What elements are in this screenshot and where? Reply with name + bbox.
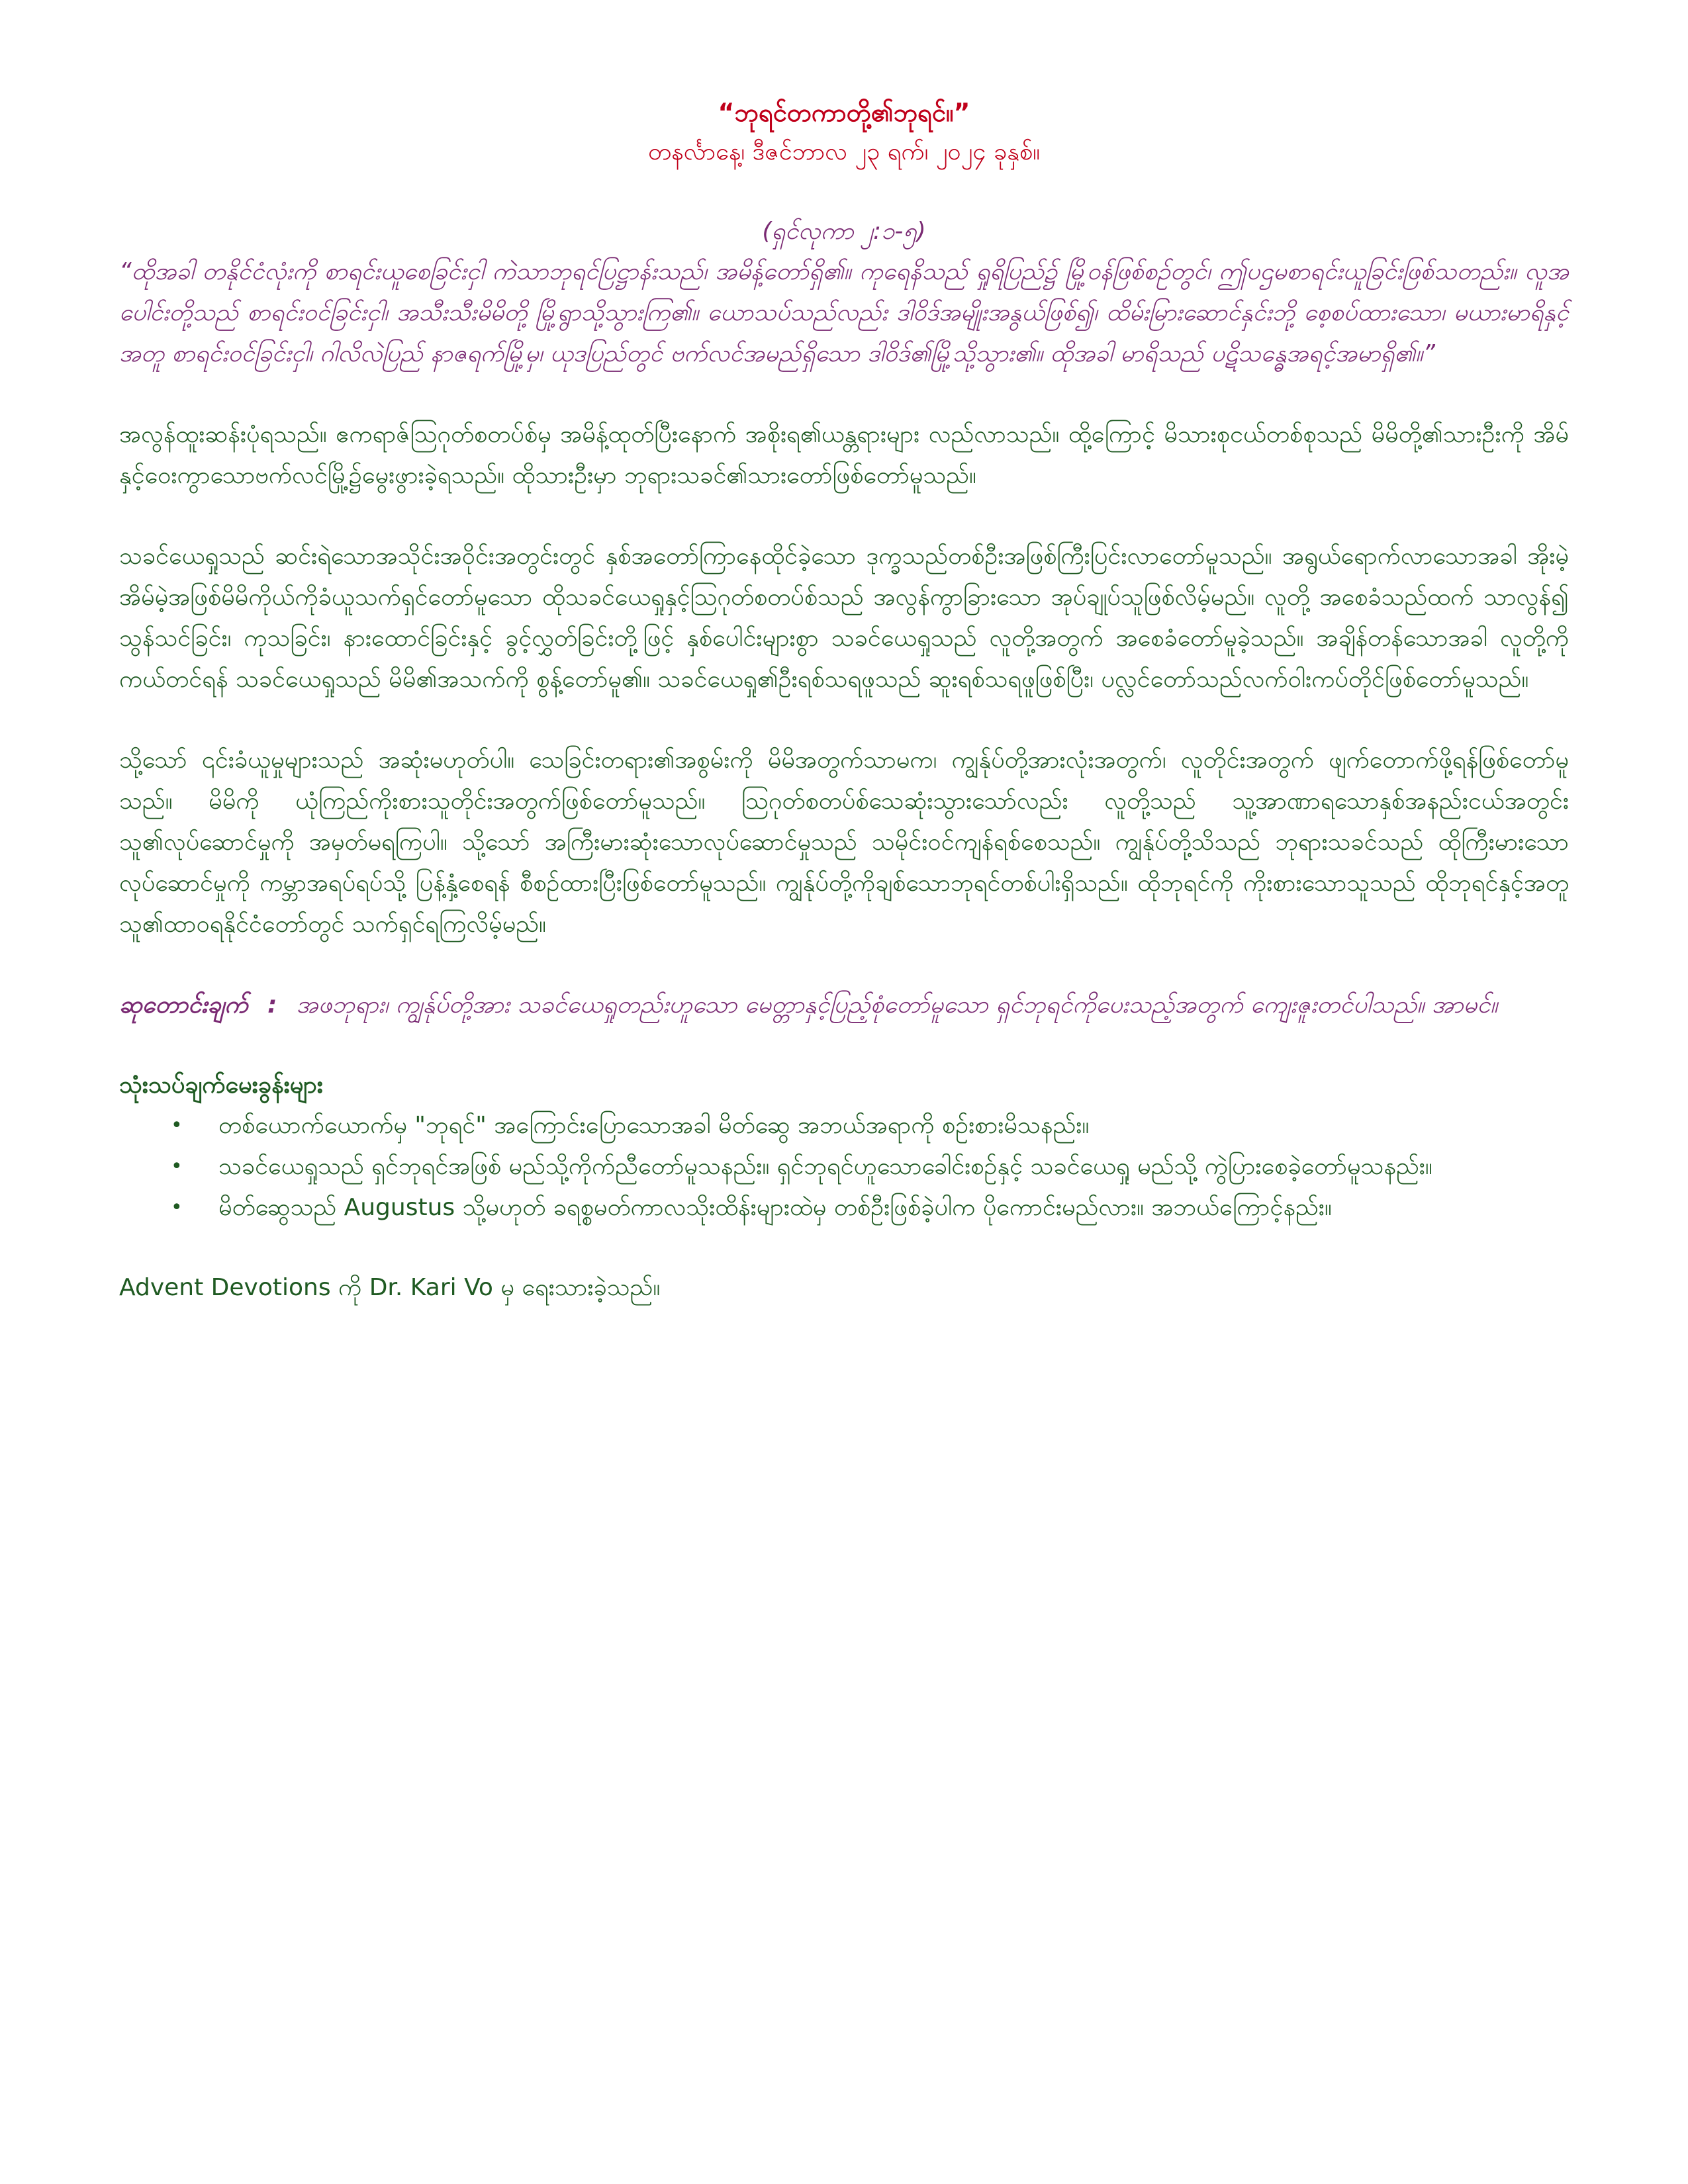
question-text: တစ်ယောက်ယောက်မှ "ဘုရင်" အကြောင်းပြောသောအခါ မိတ်ဆွေ အဘယ်အရာကို စဉ်းစားမိသနည်း။ — [218, 1112, 1090, 1139]
prayer-text: အဖဘုရား၊ ကျွန်ုပ်တို့အား သခင်ယေရှုတည်းဟူသော မေတ္တာနှင့်ပြည့်စုံတော်မူသော ရှင်ဘုရင်ကိုပေးသည့်အတွက် ကျေးဇူးတင်ပါသည်။ အာမင်။ — [296, 991, 1498, 1019]
list-item — [171, 1146, 1569, 1187]
author-credit: Advent Devotions ကို Dr. Kari Vo မှ ရေးသားခဲ့သည်။ — [119, 1274, 661, 1301]
body-paragraph-3: သို့သော် ၎င်းခံယူမှုများသည် အဆုံးမဟုတ်ပါ။ သေခြင်းတရား၏အစွမ်းကို မိမိအတွက်သာမက၊ ကျွန်ုပ်တို့အားလုံးအတွက်၊ လူတိုင်းအတွက် ဖျက်တောက်ဖို့ရန်ဖြစ်တော်မူသည်။ မိမိကို ယုံကြည်ကိုးစားသူတိုင်းအတွက်ဖြစ်တော်မူသည်။ ဩဂုတ်စတပ်စ်သေဆုံးသွားသော်လည်း လူတို့သည် သူ့အာဏာရသောနှစ်အနည်းငယ်အတွင်း သူ၏လုပ်ဆောင်မှုကို အမှတ်မရကြပါ။ သို့သော် အကြီးမားဆုံးသောလုပ်ဆောင်မှုသည် သမိုင်းဝင်ကျန်ရစ်စေသည်။ ကျွန်ုပ်တို့သိသည် ဘုရားသခင်သည် ထိုကြီးမားသောလုပ်ဆောင်မှုကို ကမ္ဘာအရပ်ရပ်သို့ ပြန့်နှံ့စေရန် စီစဉ်ထားပြီးဖြစ်တော်မူသည်။ ကျွန်ုပ်တို့ကိုချစ်သောဘုရင်တစ်ပါးရှိသည်။ ထိုဘုရင်ကို ကိုးစားသောသူသည် ထိုဘုရင်နှင့်အတူ သူ၏ထာဝရနိုင်ငံတော်တွင် သက်ရှင်ရကြလိမ့်မည်။ — [119, 747, 1569, 938]
question-text: မိတ်ဆွေသည် Augustus သို့မဟုတ် ခရစ္စမတ်ကာလသိုးထိန်းများထဲမှ တစ်ဦးဖြစ်ခဲ့ပါက ပိုကောင်းမည်လား။ အဘယ်ကြောင့်နည်း။ — [218, 1194, 1332, 1221]
bullet-icon: • — [171, 1114, 183, 1137]
scripture-reference: (ရှင်လုကာ ၂:၁-၅) — [762, 218, 926, 245]
list-item — [171, 1105, 1569, 1146]
page-date: တနင်္လာနေ့၊ ဒီဇင်ဘာလ ၂၃ ရက်၊ ၂၀၂၄ ခုနှစ်။ — [647, 138, 1041, 165]
bullet-icon: • — [171, 1196, 183, 1219]
page-title: “ဘုရင်တကာတို့၏ဘုရင်။” — [718, 98, 970, 127]
questions-list — [119, 1105, 1569, 1228]
prayer-block — [119, 985, 1569, 1026]
scripture-text: “ထိုအခါ တနိုင်ငံလုံးကို စာရင်းယူစေခြင်းငှါ ကဲသာဘုရင်ပြဋ္ဌာန်းသည်၊ အမိန့်တော်ရှိ၏။ ကုရေနိသည် ရှုရိပြည်၌ မြို့ဝန်ဖြစ်စဉ်တွင်၊ ဤပဌမစာရင်းယူခြင်းဖြစ်သတည်း။ လူအပေါင်းတို့သည် စာရင်းဝင်ခြင်းငှါ၊ အသီးသီးမိမိတို့ မြို့ရွာသို့သွားကြ၏။ ယောသပ်သည်လည်း ဒါဝိဒ်အမျိုးအနွယ်ဖြစ်၍၊ ထိမ်းမြားဆောင်နှင်းဘို့ စေ့စပ်ထားသော၊ မယားမာရိနှင့်အတူ စာရင်းဝင်ခြင်းငှါ၊ ဂါလိလဲပြည် နာဇရက်မြို့မှ၊ ယုဒပြည်တွင် ဗက်လင်အမည်ရှိသော ဒါဝိဒ်၏မြို့သို့သွား၏။ ထိုအခါ မာရိသည် ပဋိသန္ဓေအရင့်အမာရှိ၏။” — [119, 258, 1569, 367]
question-text: သခင်ယေရှုသည် ရှင်ဘုရင်အဖြစ် မည်သို့ကိုက်ညီတော်မူသနည်း။ ရှင်ဘုရင်ဟူသောခေါင်းစဉ်နှင့် သခင်ယေရှု မည်သို့ ကွဲပြားစေခဲ့တော်မူသနည်း။ — [218, 1153, 1432, 1180]
list-item — [171, 1187, 1569, 1228]
devotional-page — [119, 93, 1569, 1308]
questions-heading: သုံးသပ်ချက်မေးခွန်းများ — [119, 1071, 323, 1099]
body-paragraph-1: အလွန်ထူးဆန်းပုံရသည်။ ဧကရာဇ်ဩဂုတ်စတပ်စ်မှ အမိန့်ထုတ်ပြီးနောက် အစိုးရ၏ယန္တရားများ လည်လာသည်။ ထို့ကြောင့် မိသားစုငယ်တစ်စုသည် မိမိတို့၏သားဦးကို အိမ်နှင့်ဝေးကွာသောဗက်လင်မြို့၌မွေးဖွားခဲ့ရသည်။ ထိုသားဦးမှာ ဘုရားသခင်၏သားတော်ဖြစ်တော်မူသည်။ — [119, 421, 1569, 489]
prayer-separator: : — [267, 991, 277, 1019]
bullet-icon: • — [171, 1155, 183, 1178]
prayer-label: ဆုတောင်းချက် — [119, 991, 248, 1019]
body-paragraph-2: သခင်ယေရှုသည် ဆင်းရဲသောအသိုင်းအဝိုင်းအတွင်းတွင် နှစ်အတော်ကြာနေထိုင်ခဲ့သော ဒုက္ခသည်တစ်ဦးအဖြစ်ကြီးပြင်းလာတော်မူသည်။ အရွယ်ရောက်လာသောအခါ အိုးမဲ့အိမ်မဲ့အဖြစ်မိမိကိုယ်ကိုခံယူသက်ရှင်တော်မူသော ထိုသခင်ယေရှုနှင့်ဩဂုတ်စတပ်စ်သည် အလွန်ကွာခြားသော အုပ်ချုပ်သူဖြစ်လိမ့်မည်။ လူတို့ အစေခံသည်ထက် သာလွန်၍ သွန်သင်ခြင်း၊ ကုသခြင်း၊ နားထောင်ခြင်းနှင့် ခွင့်လွှတ်ခြင်းတို့ဖြင့် နှစ်ပေါင်းများစွာ သခင်ယေရှုသည် လူတို့အတွက် အစေခံတော်မူခဲ့သည်။ အချိန်တန်သောအခါ လူတို့ကိုကယ်တင်ရန် သခင်ယေရှုသည် မိမိ၏အသက်ကို စွန့်တော်မူ၏။ သခင်ယေရှု၏ဦးရစ်သရဖူသည် ဆူးရစ်သရဖူဖြစ်ပြီး၊ ပလ္လင်တော်သည်လက်ဝါးကပ်တိုင်ဖြစ်တော်မူသည်။ — [119, 543, 1569, 693]
